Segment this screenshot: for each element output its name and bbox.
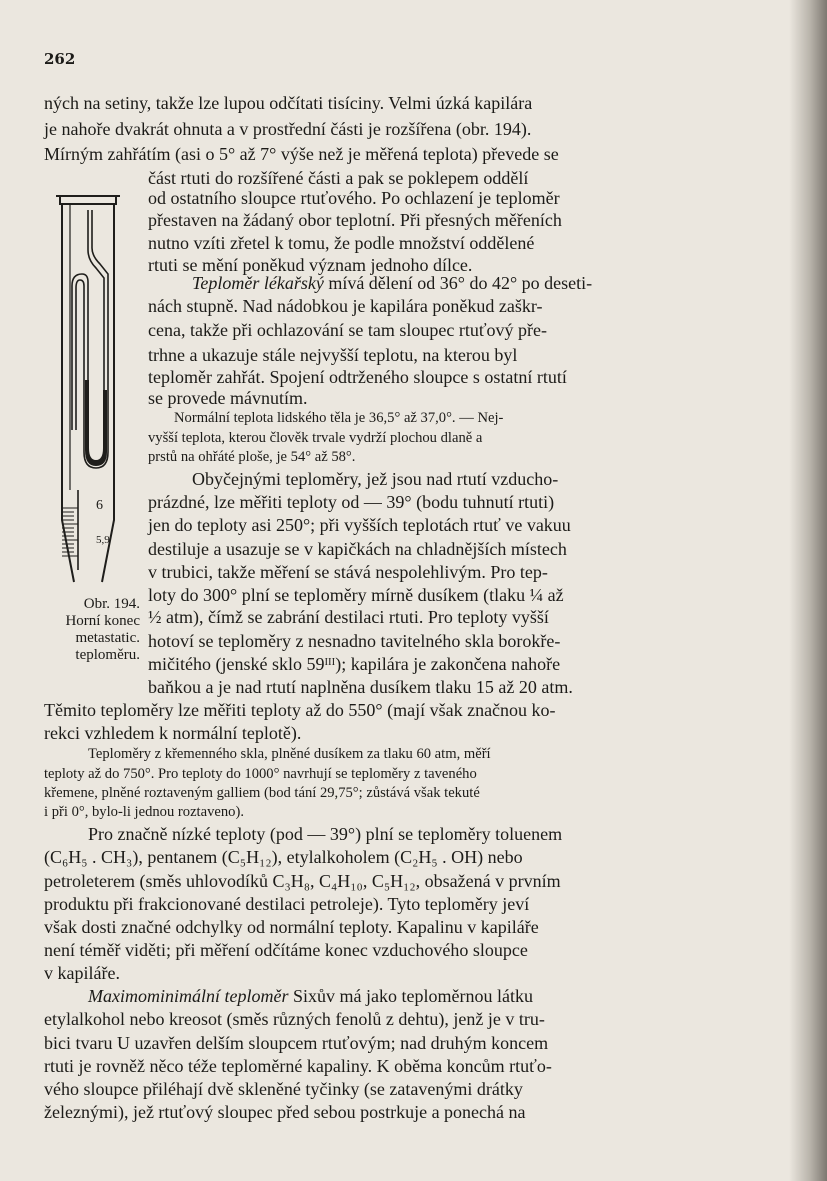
text-line: od ostatního sloupce rtuťového. Po ochlazení je teploměr (148, 188, 560, 208)
text-line: etylalkohol nebo kreosot (směs různých fenolů z dehtu), jenž je v tru- (44, 1009, 545, 1029)
text-line: petroleterem (směs uhlovodíků C₃H₈, C₄H₁₀, C₅H₁₂, obsažená v prvním (44, 871, 561, 891)
text-line-with-title: Teploměr lékařský mívá dělení od 36° do 42° po deseti- (192, 273, 593, 293)
text-line: jen do teploty asi 250°; při vyšších teplotách rtuť ve vakuu (148, 515, 571, 535)
term-title: Teploměr lékařský (192, 273, 324, 293)
text-line: cena, takže při ochlazování se tam sloupec rtuťový pře- (148, 320, 548, 340)
page-edge-shadow (789, 0, 827, 1181)
text-line: rtuti se mění poněkud význam jednoho dílce. (148, 255, 473, 275)
text-line: nách stupně. Nad nádobkou je kapilára poněkud zaškr- (148, 296, 543, 316)
note-line: vyšší teplota, kterou člověk trvale vydrží plochou dlaně a (148, 430, 483, 446)
note-line: křemene, plněné roztaveným galliem (bod tání 29,75°; zůstává však tekuté (44, 785, 480, 801)
text-line: v kapiláře. (44, 963, 120, 983)
text-line: trhne a ukazuje stále nejvyšší teplotu, na kterou byl (148, 345, 518, 365)
text-line: (C₆H₅ . CH₃), pentanem (C₅H₁₂), etylalkoholem (C₂H₅ . OH) nebo (44, 847, 523, 867)
text-line: bici tvaru U uzavřen delším sloupcem rtuťovým; nad druhým koncem (44, 1033, 549, 1053)
text-line: v trubici, takže měření se stává nespolehlivým. Pro tep- (148, 562, 548, 582)
text-line: produktu při frakcionované destilaci petroleje). Tyto teploměry jeví (44, 894, 530, 914)
note-line: i při 0°, bylo-li jednou roztaveno). (44, 804, 244, 820)
text-line: rtuti je rovněž něco téže teploměrné kapaliny. K oběma koncům rtuťo- (44, 1056, 552, 1076)
note-line: prstů na ohřáté ploše, je 54° až 58°. (148, 449, 356, 465)
text-line: nutno vzíti zřetel k tomu, že podle množství oddělené (148, 233, 535, 253)
note-line: Teploměry z křemenného skla, plněné dusíkem za tlaku 60 atm, měří (88, 746, 491, 762)
text-line: není téměř viděti; při měření odčítáme konec vzduchového sloupce (44, 940, 528, 960)
text-line: však dosti značné odchylky od normální teploty. Kapalinu v kapiláře (44, 917, 539, 937)
text-line: je nahoře dvakrát ohnuta a v prostřední části je rozšířena (obr. 194). (44, 119, 532, 139)
text-line: loty do 300° plní se teploměry mírně dusíkem (tlaku ¼ až (148, 585, 564, 605)
text-line: část rtuti do rozšířené části a pak se poklepem oddělí (148, 168, 529, 188)
thermometer-figure (48, 190, 144, 590)
text-line: teploměr zahřát. Spojení odtrženého sloupce s ostatní rtutí (148, 367, 567, 387)
text-line: hotoví se teploměry z nesnadno tavitelného skla borokře- (148, 631, 561, 651)
thermometer-drawing (48, 190, 144, 590)
text-line: Obyčejnými teploměry, jež jsou nad rtutí vzducho- (192, 469, 559, 489)
text-line-with-title: Maximominimální teploměr Sixův má jako teploměrnou látku (88, 986, 533, 1006)
note-line: teploty až do 750°. Pro teploty do 1000° navrhují se teploměry z taveného (44, 766, 477, 782)
text-line: baňkou a je nad rtutí naplněna dusíkem tlaku 15 až 20 atm. (148, 677, 573, 697)
figure-caption: Obr. 194. Horní konec metastatic. teploměru. (65, 596, 140, 663)
text-line: ných na setiny, takže lze lupou odčítati tisíciny. Velmi úzká kapilára (44, 93, 533, 113)
text-line: Pro značně nízké teploty (pod — 39°) plní se teploměry toluenem (88, 824, 563, 844)
text-line: rekci vzhledem k normální teplotě). (44, 723, 302, 743)
page-number: 262 (44, 50, 76, 68)
text-line: Mírným zahřátím (asi o 5° až 7° výše než je měřená teplota) převede se (44, 144, 559, 164)
scale-label: 5,9 (96, 534, 110, 546)
text-line: přestaven na žádaný obor teplotní. Při přesných měřeních (148, 210, 562, 230)
text-line: destiluje a usazuje se v kapičkách na chladnějších místech (148, 539, 567, 559)
term-title: Maximominimální teploměr (88, 986, 289, 1006)
note-line: Normální teplota lidského těla je 36,5° až 37,0°. — Nej- (174, 410, 504, 426)
text-line: Těmito teploměry lze měřiti teploty až do 550° (mají však značnou ko- (44, 700, 556, 720)
text-line: vého sloupce přiléhají dvě skleněné tyčinky (se zatavenými drátky (44, 1079, 523, 1099)
scale-label: 6 (96, 498, 103, 513)
text-line: železnými), jež rtuťový sloupec před sebou postrkuje a ponechá na (44, 1102, 526, 1122)
text-line: mičitého (jenské sklo 59ᴵᴵᴵ); kapilára je zakončena nahoře (148, 654, 561, 674)
text-line: prázdné, lze měřiti teploty od — 39° (bodu tuhnutí rtuti) (148, 492, 555, 512)
text-line: ½ atm), čímž se zabrání destilaci rtuti. Pro teploty vyšší (148, 607, 549, 627)
text-line: se provede mávnutím. (148, 388, 308, 408)
